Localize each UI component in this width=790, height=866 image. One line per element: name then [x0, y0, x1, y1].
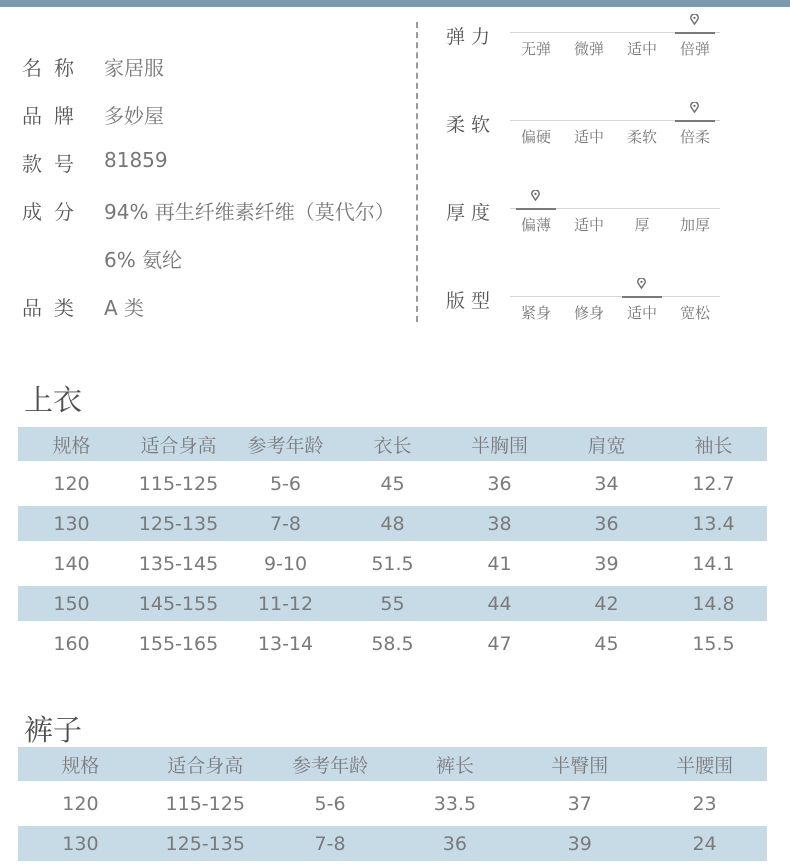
marker-bar — [622, 296, 662, 298]
table-header-row — [18, 427, 767, 464]
table-cell: 41 — [446, 544, 553, 584]
table-header-row — [18, 747, 767, 784]
property-scale — [446, 110, 736, 170]
dashed-divider — [416, 22, 418, 322]
table-cell: 36 — [392, 824, 517, 864]
property-label: 柔软 — [446, 114, 497, 136]
table-cell: 36 — [446, 464, 553, 504]
table-cell: 115-125 — [125, 464, 232, 504]
table-cell: 23 — [642, 784, 767, 824]
column-header: 适合身高 — [143, 747, 268, 784]
section-title-pants: 裤子 — [24, 713, 83, 747]
column-header: 适合身高 — [125, 427, 232, 464]
table-cell: 42 — [553, 584, 660, 624]
info-value: A 类 — [104, 296, 145, 320]
scale-option: 微弹 — [573, 40, 604, 58]
scale-line — [510, 296, 720, 297]
column-header: 参考年龄 — [268, 747, 393, 784]
table-cell: 7-8 — [268, 824, 393, 864]
property-label: 弹力 — [446, 26, 497, 48]
scale-option: 厚 — [634, 216, 650, 234]
table-cell: 33.5 — [392, 784, 517, 824]
table-cell: 51.5 — [339, 544, 446, 584]
scale-option: 倍柔 — [679, 128, 710, 146]
location-pin-icon — [689, 102, 700, 113]
column-header: 参考年龄 — [232, 427, 339, 464]
table-cell: 45 — [553, 624, 660, 664]
column-header: 肩宽 — [553, 427, 660, 464]
table-cell: 130 — [18, 504, 125, 544]
table-row — [18, 624, 767, 664]
table-cell: 9-10 — [232, 544, 339, 584]
table-row — [18, 464, 767, 504]
property-scale — [446, 286, 736, 346]
table-cell: 44 — [446, 584, 553, 624]
table-cell: 15.5 — [660, 624, 767, 664]
table-cell: 155-165 — [125, 624, 232, 664]
property-scale — [446, 22, 736, 82]
table-cell: 47 — [446, 624, 553, 664]
table-row — [18, 504, 767, 544]
table-cell: 55 — [339, 584, 446, 624]
scale-option: 适中 — [573, 216, 604, 234]
table-cell: 125-135 — [143, 824, 268, 864]
table-cell: 140 — [18, 544, 125, 584]
table-cell: 48 — [339, 504, 446, 544]
table-cell: 125-135 — [125, 504, 232, 544]
info-value: 6% 氨纶 — [104, 248, 183, 272]
scale-option: 倍弹 — [679, 40, 710, 58]
selected-marker — [622, 278, 662, 298]
info-value: 94% 再生纤维素纤维（莫代尔） — [104, 200, 395, 224]
info-key: 品牌 — [22, 104, 86, 128]
top-accent-bar — [0, 0, 790, 7]
table-row — [18, 584, 767, 624]
marker-bar — [516, 208, 556, 210]
info-key: 名称 — [22, 56, 86, 80]
table-cell: 38 — [446, 504, 553, 544]
table-cell: 150 — [18, 584, 125, 624]
table-cell: 36 — [553, 504, 660, 544]
table-cell: 14.1 — [660, 544, 767, 584]
column-header: 规格 — [18, 427, 125, 464]
scale-option: 偏薄 — [520, 216, 551, 234]
marker-bar — [675, 32, 715, 34]
size-table-top — [18, 427, 767, 666]
table-cell: 11-12 — [232, 584, 339, 624]
table-cell: 115-125 — [143, 784, 268, 824]
scale-option: 紧身 — [520, 304, 551, 322]
marker-bar — [675, 120, 715, 122]
table-cell: 39 — [553, 544, 660, 584]
table-cell: 120 — [18, 464, 125, 504]
info-value: 81859 — [104, 148, 168, 172]
table-cell: 37 — [517, 784, 642, 824]
scale-option: 加厚 — [679, 216, 710, 234]
info-value: 家居服 — [104, 56, 164, 80]
table-cell: 160 — [18, 624, 125, 664]
scale-option: 修身 — [573, 304, 604, 322]
selected-marker — [675, 14, 715, 34]
selected-marker — [516, 190, 556, 210]
column-header: 规格 — [18, 747, 143, 784]
location-pin-icon — [689, 14, 700, 25]
size-table-pants — [18, 747, 767, 866]
table-cell: 7-8 — [232, 504, 339, 544]
table-row — [18, 824, 767, 864]
column-header: 半腰围 — [642, 747, 767, 784]
table-cell: 13.4 — [660, 504, 767, 544]
scale-option: 无弹 — [520, 40, 551, 58]
column-header: 衣长 — [339, 427, 446, 464]
table-cell: 34 — [553, 464, 660, 504]
table-cell: 13-14 — [232, 624, 339, 664]
column-header: 半胸围 — [446, 427, 553, 464]
info-key: 品类 — [22, 296, 86, 320]
scale-option: 偏硬 — [520, 128, 551, 146]
scale-option: 适中 — [573, 128, 604, 146]
column-header: 裤长 — [392, 747, 517, 784]
table-cell: 5-6 — [268, 784, 393, 824]
table-cell: 135-145 — [125, 544, 232, 584]
table-cell: 39 — [517, 824, 642, 864]
property-scale — [446, 198, 736, 258]
table-cell: 12.7 — [660, 464, 767, 504]
section-title-top: 上衣 — [24, 383, 83, 417]
selected-marker — [675, 102, 715, 122]
info-key: 成分 — [22, 200, 86, 224]
scale-option: 柔软 — [626, 128, 657, 146]
table-cell: 45 — [339, 464, 446, 504]
scale-option: 适中 — [626, 40, 657, 58]
column-header: 袖长 — [660, 427, 767, 464]
table-row — [18, 544, 767, 584]
property-label: 厚度 — [446, 202, 497, 224]
table-cell: 130 — [18, 824, 143, 864]
table-cell: 58.5 — [339, 624, 446, 664]
property-label: 版型 — [446, 290, 497, 312]
column-header: 半臀围 — [517, 747, 642, 784]
location-pin-icon — [530, 190, 541, 201]
location-pin-icon — [636, 278, 647, 289]
table-cell: 145-155 — [125, 584, 232, 624]
scale-option: 适中 — [626, 304, 657, 322]
table-cell: 5-6 — [232, 464, 339, 504]
table-cell: 120 — [18, 784, 143, 824]
table-row — [18, 784, 767, 824]
info-value: 多妙屋 — [104, 104, 164, 128]
table-cell: 14.8 — [660, 584, 767, 624]
scale-option: 宽松 — [679, 304, 710, 322]
table-cell: 24 — [642, 824, 767, 864]
info-key: 款号 — [22, 152, 86, 176]
